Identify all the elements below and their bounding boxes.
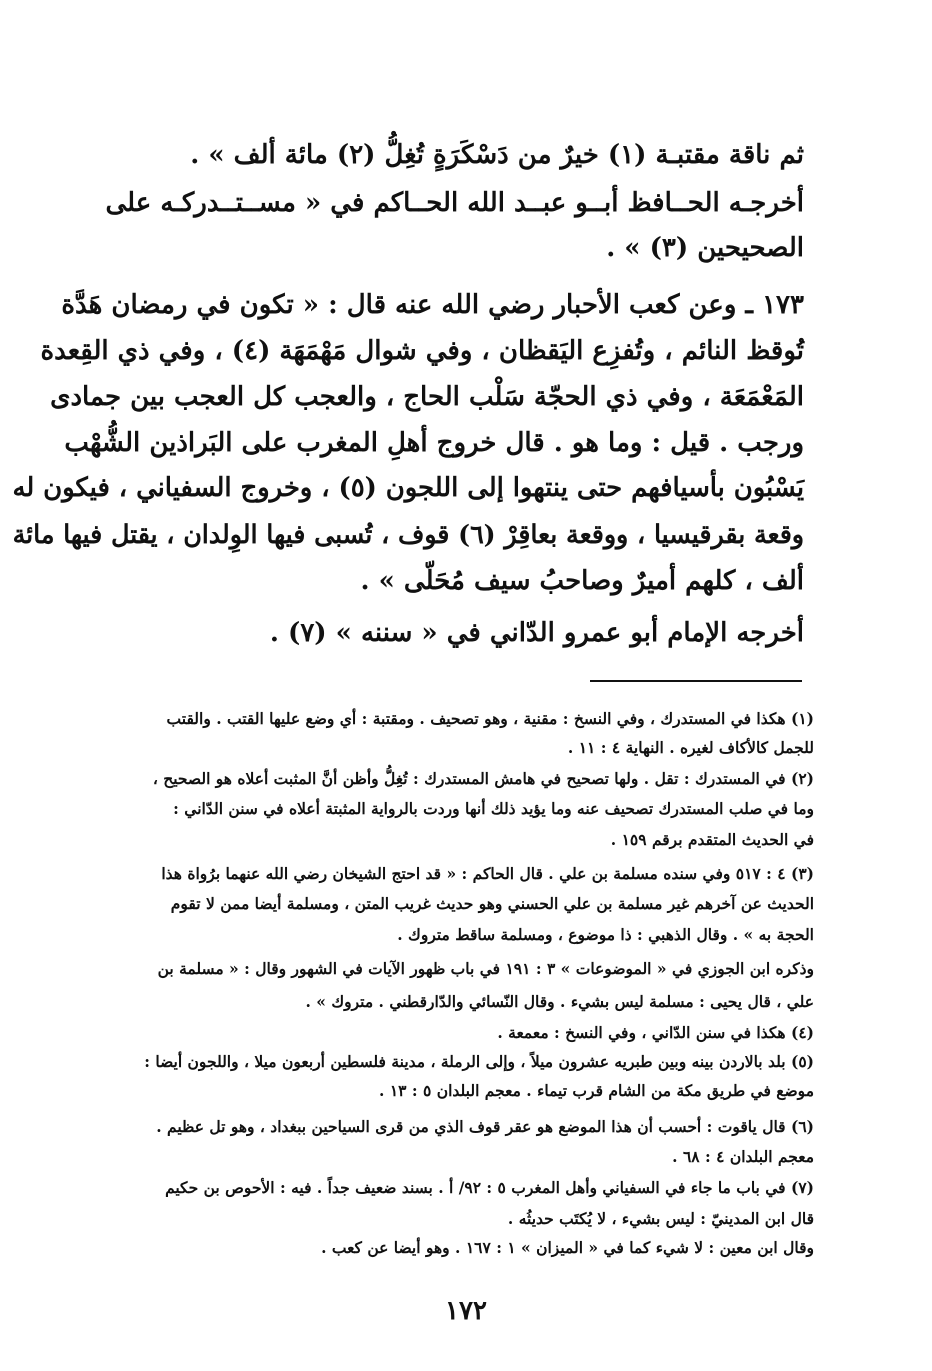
page-number: ١٧٢	[445, 1296, 487, 1326]
footnote-7-cont: قال ابن المدينيّ : ليس بشيء ، لا يُكتَب حديثُه .	[507, 1209, 814, 1228]
hadith-173-line: المَعْمَعَة ، وفي ذي الحجّة سَلْب الحاج ، والعجب كل العجب بين جمادى	[50, 382, 804, 412]
footnote-5-cont: موضع في طريق مكة من الشام قرب تيماء . معجم البلدان ٥ : ١٣ .	[379, 1081, 814, 1100]
source-citation: أخرجه الإمام أبو عمرو الدّاني في « سننه » (٧) .	[269, 618, 804, 648]
footnote-7-cont: وقال ابن معين : لا شيء كما في « الميزان » ١ : ١٦٧ . وهو أيضا عن كعب .	[321, 1238, 814, 1257]
footnote-7: (٧) في باب ما جاء في السفياني وأهل المغرب ٥ : ٩٢/ أ . بسند ضعيف جداً . فيه : الأحوص بن حكيم	[165, 1178, 814, 1197]
footnote-3-cont: علي ، قال يحيى : مسلمة ليس بشيء . وقال النّسائي والدّارقطني . متروك » .	[305, 992, 814, 1011]
footnote-6: (٦) قال ياقوت : أحسب أن هذا الموضع هو عقر قوف الذي من قرى السياحين ببغداد ، وهو تل عظيم .	[156, 1117, 814, 1136]
hadith-173-line: ورجب . قيل : وما هو . قال خروج أهلِ المغرب على البَراذين الشُّهْب	[64, 428, 804, 458]
hadith-173-line: يَسْبُون بأسيافهم حتى ينتهوا إلى اللجون (٥) ، وخروج السفياني ، فيكون له	[12, 473, 804, 503]
footnote-2-cont: وما في صلب المستدرك تصحيف عنه وما يؤيد ذلك أنها وردت بالرواية المثبتة أعلاه في سنن الدّاني :	[173, 799, 814, 818]
hadith-173-line: وقعة بقرقيسيا ، ووقعة بعاقِرْ (٦) قوف ، تُسبى فيها الوِلدان ، يقتل فيها مائة	[12, 519, 804, 549]
main-text-line: أخرجـه الحــافظ أبــو عبــد الله الحــاكم في « مســتــدركـه على	[105, 188, 804, 218]
footnote-separator	[590, 680, 802, 682]
footnote-6-cont: معجم البلدان ٤ : ٦٨ .	[672, 1147, 814, 1166]
footnote-3: (٣) ٤ : ٥١٧ وفي سنده مسلمة بن علي . قال الحاكم : « قد احتج الشيخان رضي الله عنهما برُواة هذا	[161, 864, 814, 883]
footnote-1-cont: للجمل كالأكاف لغيره . النهاية ٤ : ١١ .	[567, 738, 814, 757]
main-text-line: ثم ناقة مقتبـة (١) خيرٌ من دَسْكَرَةٍ تُغِلُّ (٢) مائة ألف » .	[190, 140, 804, 170]
main-text-line: الصحيحين (٣) » .	[606, 233, 804, 263]
footnote-3-cont: وذكره ابن الجوزي في « الموضوعات » ٣ : ١٩١ في باب ظهور الآيات في الشهور وقال : « مسلمة بن	[157, 959, 814, 978]
footnote-3-cont: الحجة به » . وقال الذهبي : ذا موضوع ، ومسلمة ساقط متروك .	[397, 925, 814, 944]
footnote-1: (١) هكذا في المستدرك ، وفي النسخ : مقنية ، وهو تصحيف . ومقتبة : أي وضع عليها القتب . والقتب	[166, 709, 814, 728]
hadith-173-line: ١٧٣ ـ وعن كعب الأحبار رضي الله عنه قال : « تكون في رمضان هَدَّة	[61, 290, 804, 320]
footnote-2-cont: في الحديث المتقدم برقم ١٥٩ .	[610, 830, 814, 849]
footnote-4: (٤) هكذا في سنن الدّاني ، وفي النسخ : معمعة .	[497, 1023, 814, 1042]
footnote-2: (٢) في المستدرك : تقل . ولها تصحيح في هامش المستدرك : تُغِلُّ وأظن أنَّ المثبت أعلاه هو الصحيح ،	[152, 769, 814, 788]
footnote-3-cont: الحديث عن آخرهم غير مسلمة بن علي الحسني وهو حديث غريب المتن ، ومسلمة أيضا ممن لا تقوم	[170, 894, 814, 913]
footnote-5: (٥) بلد بالاردن بينه وبين طبريه عشرون ميلاً ، وإلى الرملة ، مدينة فلسطين أربعون ميلا ، واللجون أيضا :	[144, 1052, 814, 1071]
hadith-173-line: تُوقظ النائم ، وتُفزِع اليَقظان ، وفي شوال مَهْمَهَة (٤) ، وفي ذي القِعدة	[40, 336, 804, 366]
hadith-173-line: ألف ، كلهم أميرٌ وصاحبُ سيف مُحَلّى » .	[360, 566, 804, 596]
